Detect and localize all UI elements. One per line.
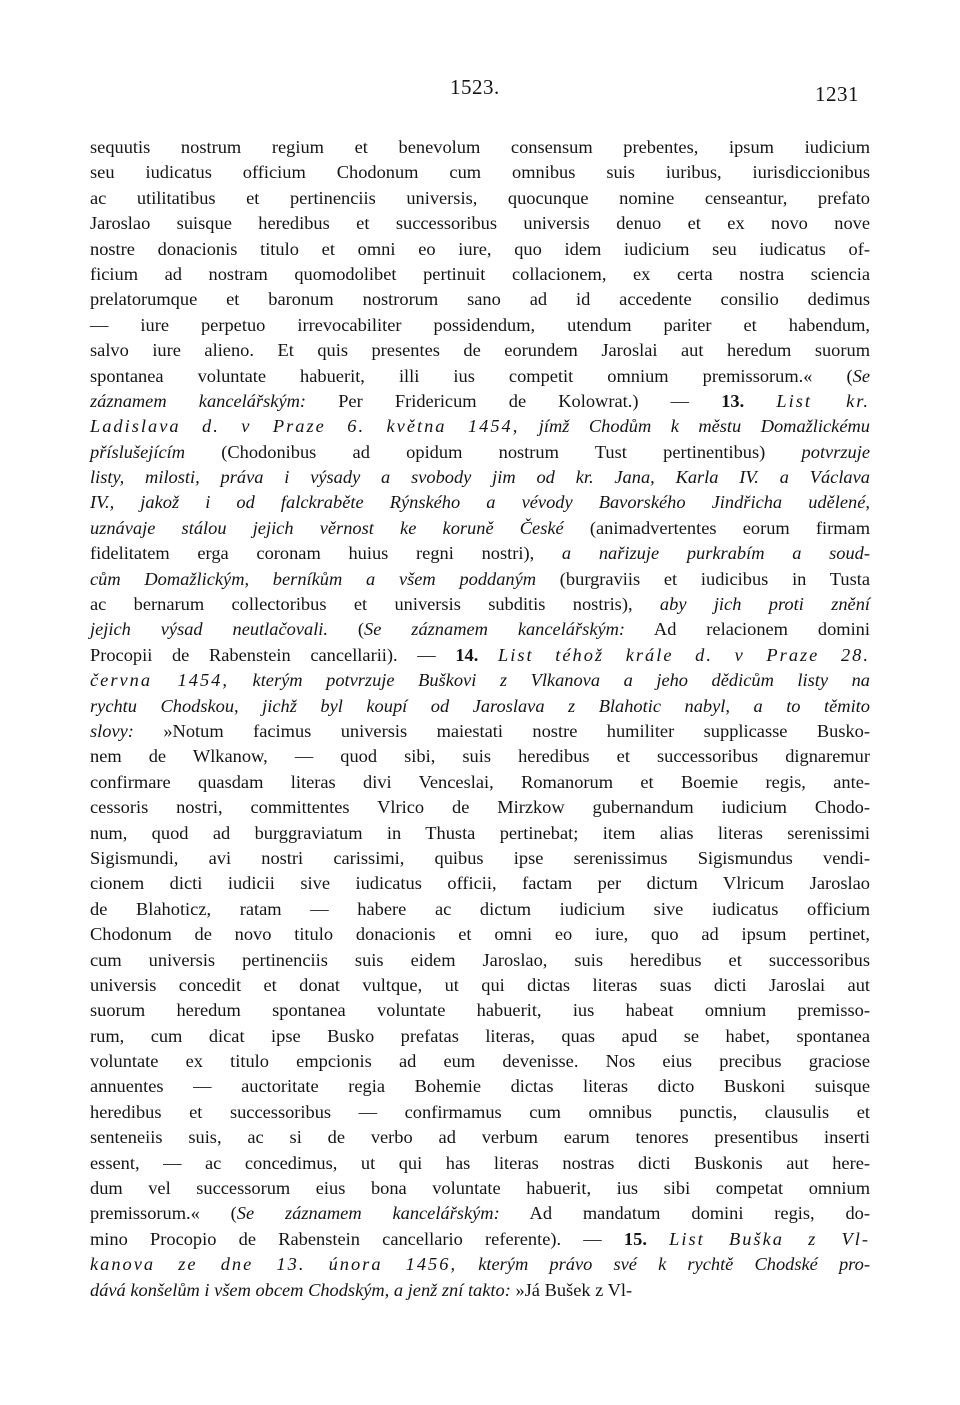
text-segment: rum, cum dicat ipse Busko prefatas literas, quas apud se habet, spontanea	[90, 1025, 870, 1046]
text-segment: dává konšelům i všem obcem Chodským, a jenž zní takto:	[90, 1279, 511, 1300]
text-line	[90, 186, 870, 211]
text-line	[90, 287, 870, 312]
text-line	[90, 364, 870, 389]
text-segment: prelatorumque et baronum nostrorum sano ad id accedente consilio dedimus	[90, 289, 870, 310]
text-segment: cum universis pertinenciis suis eidem Jaroslao, suis heredibus et successoribus	[90, 949, 870, 970]
text-line	[90, 821, 870, 846]
text-line	[90, 948, 870, 973]
text-line	[90, 135, 870, 160]
text-line	[90, 617, 870, 642]
text-segment: jejich výsad neutlačovali.	[90, 619, 329, 640]
page-number: 1231	[815, 82, 859, 106]
text-line	[90, 211, 870, 236]
text-segment: (	[328, 619, 365, 640]
text-segment: senteneiis suis, ac si de verbo ad verbum earum tenores presentibus inserti	[90, 1127, 870, 1148]
text-segment: Se záznamem kancelářským:	[364, 619, 626, 640]
text-line	[90, 1049, 870, 1074]
text-line	[90, 770, 870, 795]
text-segment: premissorum.« (	[90, 1203, 237, 1224]
text-segment: slovy:	[90, 720, 134, 741]
text-segment: annuentes — auctoritate regia Bohemie dictas literas dicto Buskoni suisque	[90, 1076, 870, 1097]
text-line	[90, 846, 870, 871]
text-segment: List kr.	[776, 390, 871, 411]
text-segment: (burgraviis et iudicibus in Tusta	[536, 568, 870, 589]
text-line	[90, 262, 870, 287]
text-segment: kterým potvrzuje Buškovi z Vlkanova a jeho dědicům listy na	[252, 670, 870, 691]
text-segment	[114, 492, 140, 512]
text-line	[90, 1227, 870, 1252]
text-line	[90, 1278, 870, 1303]
text-line	[90, 313, 870, 338]
text-segment: suorum heredum spontanea voluntate habuerit, ius habeat omnium premisso-	[90, 1000, 870, 1021]
text-line	[90, 490, 870, 515]
text-segment: nostre donacionis titulo et omni eo iure, quo idem iudicium seu iudicatus of-	[90, 238, 870, 259]
text-segment: Jaroslao suisque heredibus et successoribus universis denuo et ex novo nove	[90, 213, 870, 234]
text-segment: příslušejícím	[90, 441, 186, 462]
text-segment: Se	[852, 365, 870, 386]
text-segment: confirmare quasdam literas divi Venceslai, Romanorum et Boemie regis, ante-	[90, 771, 870, 792]
text-segment: spontanea voluntate habuerit, illi ius competit omnium premissorum.« (	[90, 365, 853, 386]
text-segment: fidelitatem erga coronam huius regni nostri),	[90, 543, 562, 564]
text-line	[90, 668, 870, 693]
text-line	[90, 237, 870, 262]
running-header-year: 1523.	[450, 75, 500, 99]
text-segment: essent, — ac concedimus, ut qui has literas nostras dicti Buskonis aut here-	[90, 1152, 870, 1173]
text-segment: (animadvertentes eorum firmam	[563, 517, 871, 538]
text-line	[90, 922, 870, 947]
text-segment: de Blahoticz, ratam — habere ac dictum iudicium sive iudicatus officium	[90, 898, 870, 919]
text-segment: (Chodonibus ad opidum nostrum Tust pertinentibus)	[185, 441, 802, 462]
text-segment: listy, milosti, práva i výsady a svobody jim od kr. Jana, Karla IV. a Václava	[90, 467, 870, 488]
text-segment: Chodonum de novo titulo donacionis et omni eo iure, quo ad ipsum pertinet,	[90, 924, 870, 945]
text-line	[90, 1252, 870, 1277]
text-line	[90, 516, 870, 541]
text-segment	[457, 1254, 478, 1274]
text-segment: uznávaje stálou jejich věrnost ke koruně České	[90, 517, 564, 538]
text-segment: Ad relacionem domini	[625, 619, 870, 640]
text-line	[90, 414, 870, 439]
text-segment: potvrzuje	[801, 441, 870, 462]
text-line	[90, 871, 870, 896]
text-segment: dum vel successorum eius bona voluntate habuerit, ius sibi competat omnium	[90, 1178, 870, 1199]
text-line	[90, 465, 870, 490]
text-segment: IV.,	[90, 492, 115, 513]
text-segment: jímž Chodům k městu Domažlickému	[538, 416, 870, 437]
text-line	[90, 440, 870, 465]
text-line	[90, 160, 870, 185]
text-segment: List Buška z Vl-	[669, 1228, 870, 1249]
text-segment: cům Domažlickým, berníkům a všem poddaným	[90, 568, 537, 589]
text-segment: června 1454,	[90, 670, 229, 691]
text-segment	[519, 416, 538, 436]
text-segment: cionem dicti iudicii sive iudicatus officii, factam per dictum Vlricum Jaroslao	[90, 873, 870, 894]
text-segment: Ad mandatum domini regis, do-	[499, 1203, 870, 1224]
text-segment: salvo iure alieno. Et quis presentes de eorundem Jaroslai aut heredum suorum	[90, 340, 870, 361]
text-line	[90, 541, 870, 566]
text-segment: universis concedit et donat vultque, ut qui dictas literas suas dicti Jaroslai aut	[90, 974, 870, 995]
text-segment	[478, 645, 498, 665]
text-line	[90, 1024, 870, 1049]
body-text	[90, 135, 870, 1303]
text-segment: Per Fridericum de Kolowrat.) —	[306, 390, 722, 411]
text-segment: »Já Bušek z Vl-	[510, 1279, 633, 1300]
text-segment: seu iudicatus officium Chodonum cum omnibus suis iuribus, iurisdiccionibus	[90, 162, 870, 183]
text-segment	[647, 1229, 669, 1249]
text-segment: heredibus et successoribus — confirmamus cum omnibus punctis, clausulis et	[90, 1101, 870, 1122]
text-segment: kterým právo své k rychtě Chodské pro-	[478, 1254, 870, 1275]
text-segment: kanova ze dne 13. února 1456,	[90, 1254, 458, 1275]
text-line	[90, 694, 870, 719]
text-line	[90, 567, 870, 592]
text-line	[90, 1074, 870, 1099]
text-segment: 13.	[721, 390, 745, 411]
text-segment: Sigismundi, avi nostri carissimi, quibus ipse serenissimus Sigismundus vendi-	[90, 847, 870, 868]
text-line	[90, 643, 870, 668]
text-segment: Ladislava d. v Praze 6. května 1454,	[90, 416, 520, 437]
text-segment: num, quod ad burggraviatum in Thusta pertinebat; item alias literas serenissimi	[90, 822, 870, 843]
text-segment: voluntate ex titulo empcionis ad eum devenisse. Nos eius precibus graciose	[90, 1051, 870, 1072]
text-segment: 15.	[623, 1228, 647, 1249]
text-segment: záznamem kancelářským:	[90, 390, 307, 411]
text-segment: »Notum facimus universis maiestati nostre humiliter supplicasse Busko-	[133, 720, 870, 741]
text-segment: nem de Wlkanow, — quod sibi, suis heredibus et successoribus dignaremur	[90, 746, 870, 767]
text-segment: Se záznamem kancelářským:	[236, 1203, 500, 1224]
text-line	[90, 1201, 870, 1226]
text-line	[90, 1151, 870, 1176]
text-line	[90, 973, 870, 998]
text-line	[90, 998, 870, 1023]
text-segment: — iure perpetuo irrevocabiliter possidendum, utendum pariter et habendum,	[90, 314, 870, 335]
text-line	[90, 338, 870, 363]
text-segment: ac utilitatibus et pertinenciis universis, quocunque nomine censeantur, prefato	[90, 187, 870, 208]
text-line	[90, 592, 870, 617]
text-line	[90, 389, 870, 414]
text-segment	[744, 391, 776, 411]
text-line	[90, 744, 870, 769]
text-segment: mino Procopio de Rabenstein cancellario referente). —	[90, 1228, 624, 1249]
text-segment: a nařizuje purkrabím a soud-	[561, 543, 871, 564]
text-line	[90, 719, 870, 744]
text-line	[90, 1100, 870, 1125]
text-line	[90, 897, 870, 922]
text-line	[90, 1176, 870, 1201]
text-segment: Procopii de Rabenstein cancellarii). —	[90, 644, 456, 665]
text-segment: aby jich proti znění	[659, 594, 871, 615]
text-segment: rychtu Chodskou, jichž byl koupí od Jaroslava z Blahotic nabyl, a to těmito	[90, 695, 870, 716]
text-segment: 14.	[455, 644, 479, 665]
text-segment: sequutis nostrum regium et benevolum consensum prebentes, ipsum iudicium	[90, 137, 870, 157]
text-segment: List téhož krále d. v Praze 28.	[498, 644, 870, 665]
text-line	[90, 1125, 870, 1150]
text-segment: jakož i od falckraběte Rýnského a vévody Bavorského Jindřicha udělené,	[140, 492, 870, 513]
text-line	[90, 795, 870, 820]
text-segment	[229, 670, 253, 690]
text-segment: ficium ad nostram quomodolibet pertinuit collacionem, ex certa nostra sciencia	[90, 263, 870, 284]
text-segment: cessoris nostri, committentes Vlrico de Mirzkow gubernandum iudicium Chodo-	[90, 797, 870, 818]
text-segment: ac bernarum collectoribus et universis subditis nostris),	[90, 594, 660, 615]
